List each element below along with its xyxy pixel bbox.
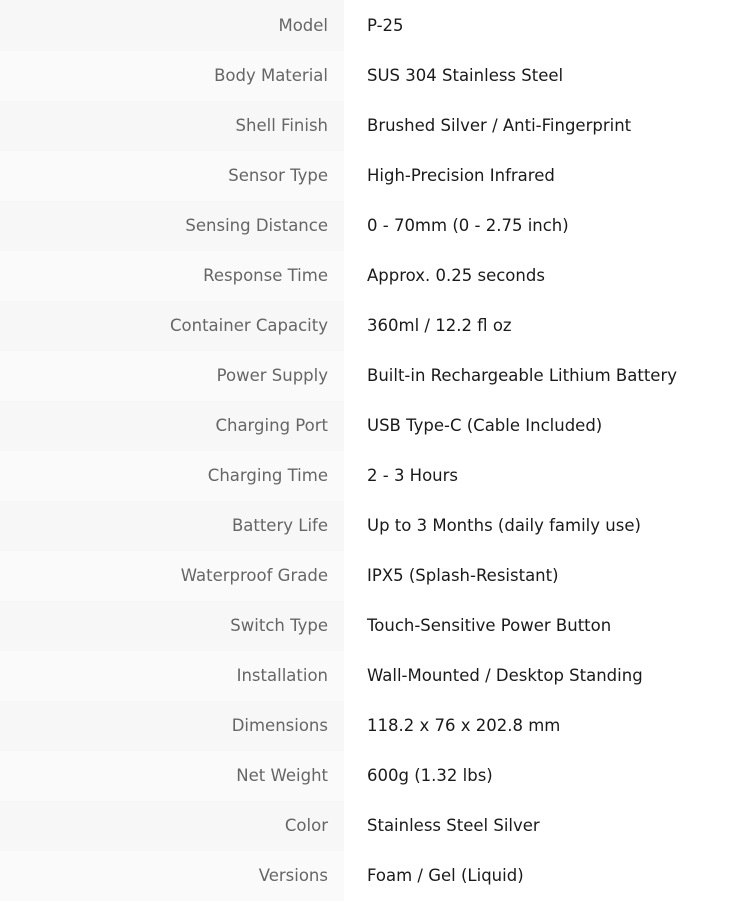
spec-label: Battery Life [0, 501, 344, 551]
spec-label: Waterproof Grade [0, 551, 344, 601]
spec-value: Approx. 0.25 seconds [344, 251, 750, 301]
spec-label: Shell Finish [0, 101, 344, 151]
spec-row-waterproof-grade [0, 551, 750, 601]
spec-row-versions [0, 851, 750, 901]
spec-value: Wall-Mounted / Desktop Standing [344, 651, 750, 701]
spec-value: Foam / Gel (Liquid) [344, 851, 750, 901]
spec-value: Up to 3 Months (daily family use) [344, 501, 750, 551]
spec-label: Charging Time [0, 451, 344, 501]
spec-value: Brushed Silver / Anti-Fingerprint [344, 101, 750, 151]
spec-label: Power Supply [0, 351, 344, 401]
spec-value: High-Precision Infrared [344, 151, 750, 201]
spec-label: Dimensions [0, 701, 344, 751]
spec-row-sensor-type [0, 151, 750, 201]
spec-row-container-capacity [0, 301, 750, 351]
spec-label: Response Time [0, 251, 344, 301]
spec-label: Switch Type [0, 601, 344, 651]
spec-row-body-material [0, 51, 750, 101]
spec-value: 2 - 3 Hours [344, 451, 750, 501]
spec-row-power-supply [0, 351, 750, 401]
spec-label: Net Weight [0, 751, 344, 801]
spec-row-switch-type [0, 601, 750, 651]
spec-row-charging-time [0, 451, 750, 501]
spec-value: Touch-Sensitive Power Button [344, 601, 750, 651]
spec-row-battery-life [0, 501, 750, 551]
spec-value: 360ml / 12.2 fl oz [344, 301, 750, 351]
spec-value: SUS 304 Stainless Steel [344, 51, 750, 101]
spec-label: Model [0, 0, 344, 51]
spec-label: Sensor Type [0, 151, 344, 201]
spec-row-net-weight [0, 751, 750, 801]
spec-row-model [0, 0, 750, 51]
spec-label: Charging Port [0, 401, 344, 451]
spec-value: 118.2 x 76 x 202.8 mm [344, 701, 750, 751]
spec-row-color [0, 801, 750, 851]
spec-label: Body Material [0, 51, 344, 101]
spec-row-shell-finish [0, 101, 750, 151]
spec-label: Installation [0, 651, 344, 701]
spec-row-sensing-distance [0, 201, 750, 251]
spec-row-dimensions [0, 701, 750, 751]
spec-value: 0 - 70mm (0 - 2.75 inch) [344, 201, 750, 251]
spec-value: IPX5 (Splash-Resistant) [344, 551, 750, 601]
spec-label: Versions [0, 851, 344, 901]
spec-value: 600g (1.32 lbs) [344, 751, 750, 801]
spec-label: Container Capacity [0, 301, 344, 351]
spec-value: Built-in Rechargeable Lithium Battery [344, 351, 750, 401]
spec-row-charging-port [0, 401, 750, 451]
spec-value: USB Type-C (Cable Included) [344, 401, 750, 451]
spec-value: P-25 [344, 0, 750, 51]
spec-label: Color [0, 801, 344, 851]
spec-row-installation [0, 651, 750, 701]
spec-row-response-time [0, 251, 750, 301]
spec-label: Sensing Distance [0, 201, 344, 251]
spec-value: Stainless Steel Silver [344, 801, 750, 851]
